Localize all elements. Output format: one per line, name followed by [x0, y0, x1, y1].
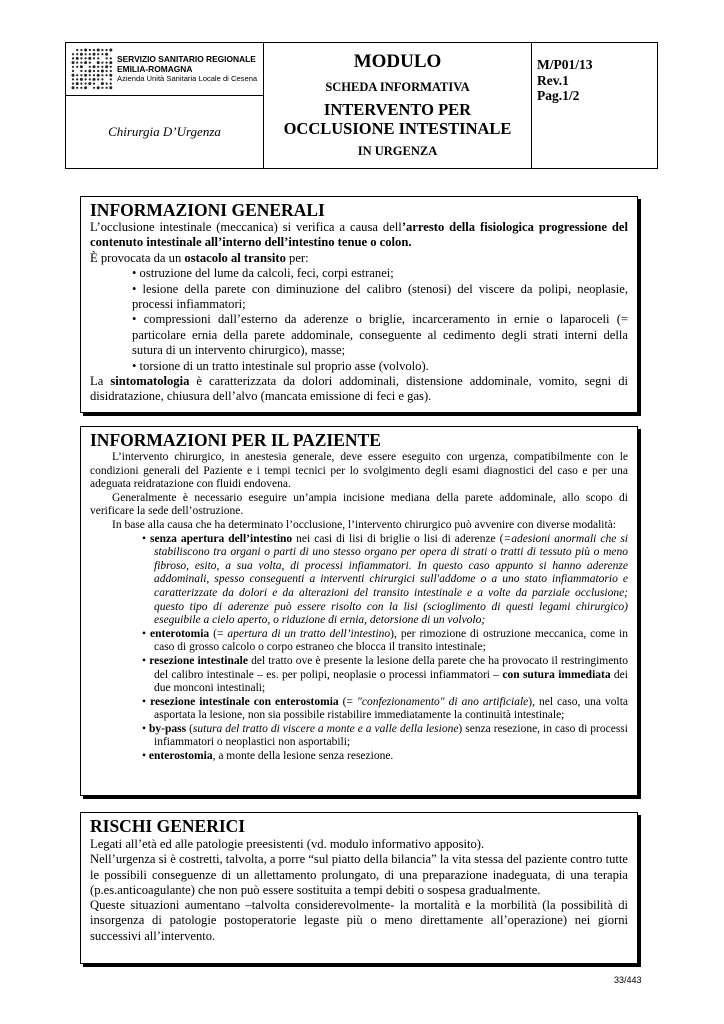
modality-item-4 — [90, 696, 628, 723]
document-header — [65, 42, 658, 169]
text-run: (= — [338, 695, 358, 708]
header-title-cell — [264, 43, 532, 168]
text-bold: ’arresto della fisiologica progressione del contenuto intestinale all’interno dell’intestino tenue o colon. — [90, 220, 628, 250]
logo — [66, 43, 263, 96]
text-run: dei due monconi intestinali; — [154, 668, 628, 695]
patient-info-heading: INFORMAZIONI PER IL PAZIENTE — [90, 430, 381, 450]
text-run: per: — [285, 250, 309, 265]
text-bold: enterostomia — [148, 750, 213, 763]
bullet: • — [142, 695, 151, 708]
text-italic: "confezionamento" di ano artificiale — [357, 695, 529, 708]
text-bold: ostacolo al transito — [184, 250, 286, 265]
org-line-1: SERVIZIO SANITARIO REGIONALE — [117, 54, 256, 64]
header-left-cell — [66, 43, 264, 168]
bullet: • — [142, 532, 151, 545]
text-italic: sutura del tratto di viscere a monte e a valle della lesione — [192, 722, 459, 735]
bullet: • — [142, 654, 150, 667]
text-run: ) senza resezione, in caso di processi infiammatori o neoplastici non asportabili; — [154, 722, 628, 749]
patient-info-section — [80, 426, 638, 796]
document-revision: Rev.1 — [537, 72, 569, 88]
unit-cell — [66, 96, 263, 168]
page-number: 33/443 — [614, 975, 642, 985]
text-bold: senza apertura dell’intestino — [150, 532, 293, 545]
unit-name: Chirurgia D’Urgenza — [108, 124, 221, 139]
risks-p1: Legati all’età ed alle patologie preesistenti (vd. modulo informativo apposito). — [90, 837, 485, 851]
org-line-3: Azienda Unità Sanitaria Locale di Cesena — [117, 74, 258, 83]
general-info-p3 — [90, 374, 628, 405]
general-info-p2 — [90, 251, 628, 266]
modality-item-3 — [90, 655, 628, 696]
risks-section — [80, 812, 638, 964]
text-italic: apertura di un tratto dell’intestino — [227, 627, 391, 640]
text-run: La — [90, 374, 111, 389]
cause-bullet-3: • compressioni dall’esterno da aderenze o briglie, incarceramento in ernie o laparoceli (= particolare ernia della parete addominale, conseguente al cedimento degli strati interni della sutura di un intervento chirurgico), masse; — [132, 312, 628, 358]
text-bold: enterotomia — [149, 627, 210, 640]
text-run: , a monte della lesione senza resezione. — [212, 750, 394, 763]
text-run: (= — [209, 627, 228, 640]
text-bold: by-pass — [149, 722, 187, 735]
intervention-title-3: IN URGENZA — [357, 144, 438, 158]
risks-p2: Nell’urgenza si è costretti, talvolta, a porre “sul piatto della bilancia” la vita stessa del paziente contro tutte le possibili conseguenze di un allettamento prolungato, di una preparazione inadeguata, di una terapia (p.es.anticoagulante) che non può essere sostituita a tempi debiti o sospesa gradualmente. — [90, 852, 628, 897]
risks-p3: Queste situazioni aumentano –talvolta considerevolmente- la mortalità e la morbilità (la possibilità di insorgenza di patologie postoperatorie legaste più o meno direttamente all’operazione) nei giorni successivi all’intervento. — [90, 898, 628, 943]
text-run: ), nel caso, una volta asportata la lesione, non sia possibile ristabilire immediatamente la continuità intestinale; — [154, 695, 629, 722]
patient-info-p3: In base alla causa che ha determinato l’occlusione, l’intervento chirurgico può avvenire con diverse modalità: — [112, 518, 616, 531]
organization-name — [117, 54, 257, 84]
document-code: M/P01/13 — [537, 57, 593, 72]
risks-heading: RISCHI GENERICI — [90, 816, 246, 836]
patient-info-p2: Generalmente è necessario eseguire un’ampia incisione mediana della parete addominale, allo scopo di verificare la sede dell’ostruzione. — [90, 491, 628, 518]
text-bold: con sutura immediata — [502, 668, 611, 681]
modality-item-6 — [90, 750, 628, 764]
intervention-title-2: OCCLUSIONE INTESTINALE — [283, 119, 512, 138]
text-run: nei casi di lisi di briglie o lisi di aderenze ( — [292, 532, 504, 545]
org-line-2: EMILIA-ROMAGNA — [117, 64, 193, 74]
cause-bullet-1: • ostruzione del lume da calcoli, feci, corpi estranei; — [132, 266, 394, 281]
text-bold: resezione intestinale con enterostomia — [150, 695, 339, 708]
text-run: è caratterizzata da dolori addominali, distensione addominale, vomito, segni di disidratazione, chiusura dell’alvo (mancata emissione di feci e gas). — [90, 374, 628, 404]
intervention-title-1: INTERVENTO PER — [323, 100, 472, 119]
text-bold: sintomatologia — [110, 374, 190, 389]
bullet: • — [142, 722, 150, 735]
text-run: ), per rimozione di ostruzione meccanica, come in caso di grosso calcolo o corpo estraneo che blocca il transito intestinale; — [154, 627, 628, 654]
document-page: Pag.1/2 — [537, 88, 580, 103]
document-subtitle: SCHEDA INFORMATIVA — [325, 80, 470, 94]
modality-item-1 — [90, 533, 628, 628]
cause-bullet-4: • torsione di un tratto intestinale sul proprio asse (volvolo). — [132, 358, 429, 373]
text-run: È provocata da un — [90, 250, 185, 265]
cause-bullet-2: • lesione della parete con diminuzione del calibro (stenosi) del viscere da polipi, neoplasie, processi infiammatori; — [132, 281, 628, 312]
text-run: del tratto ove è presente la lesione della parete che ha provocato il restringimento del calibro intestinale – es. per polipi, neoplasie o processi infiammatori – — [154, 654, 629, 681]
logo-dots-icon — [71, 48, 113, 90]
bullet: • — [142, 627, 150, 640]
document-title: MODULO — [353, 51, 442, 72]
modality-item-2 — [90, 628, 628, 655]
modality-item-5 — [90, 723, 628, 750]
patient-info-p1: L’intervento chirurgico, in anestesia generale, deve essere eseguito con urgenza, compatibilmente con le condizioni generali del Paziente e i tempi tecnici per lo svolgimento degli esami diagnostici del caso e per una adeguata reidratazione con fluidi endovena. — [90, 451, 628, 491]
general-info-heading: INFORMAZIONI GENERALI — [90, 200, 325, 220]
text-run: L’occlusione intestinale (meccanica) si verifica a causa dell — [90, 220, 402, 234]
text-run: ( — [186, 722, 193, 735]
general-info-section — [80, 196, 638, 413]
bullet: • — [142, 750, 149, 763]
text-italic: =adesioni anormali che si stabiliscono tra organi o parti di uno stesso organo per opera di strati o tratti di tessuto più o meno fibroso, esito, a sua volta, di processi infiammatori. In questo caso appunto si hanno aderenze addominali, spesso conseguenti a interventi chirurgici sull'addome o a uno stato infiammatorio e caratterizzate da dolori e da alterazioni del transito intestinale e a volte da parziale occlusione; questo tipo di aderenze può essere risolto con la lisi (scioglimento di questi legami chirurgico) eseguibile a cielo aperto, o riduzione di ernia, detorsione di un volvolo; — [154, 532, 629, 627]
general-info-p1 — [90, 220, 628, 251]
text-bold: resezione intestinale — [149, 654, 248, 667]
header-code-cell — [532, 43, 657, 168]
